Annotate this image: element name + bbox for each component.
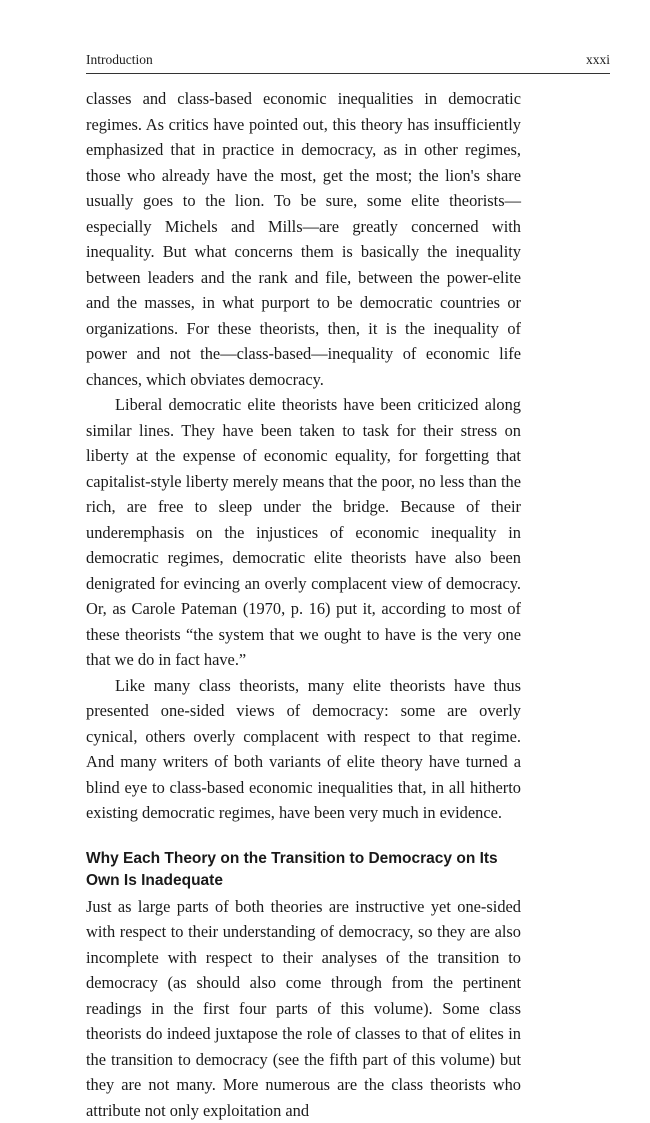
running-head-title: Introduction <box>86 52 153 68</box>
running-head <box>86 52 610 68</box>
header-rule <box>86 73 610 74</box>
paragraph-one-sided-views: Like many class theorists, many elite theorists have thus presented one-sided views of democracy: some are overly cynical, others overly complacent with respect to that regime. And many writers of both variants of elite theory have turned a blind eye to class-based economic inequalities that, in all hitherto existing democratic regimes, have been very much in evidence. <box>86 673 521 826</box>
paragraph-liberal-elite: Liberal democratic elite theorists have been criticized along similar lines. They have been taken to task for their stress on liberty at the expense of economic equality, for forgetting that capitalist-style liberty merely means that the poor, no less than the rich, are free to sleep under the bridge. Because of their underemphasis on the injustices of economic inequality in democratic regimes, democratic elite theorists have also been denigrated for evincing an overly complacent view of democracy. Or, as Carole Pateman (1970, p. 16) put it, according to most of these theorists “the system that we ought to have is the very one that we do in fact have.” <box>86 392 521 673</box>
paragraph-continued: classes and class-based economic inequalities in democratic regimes. As critics have pointed out, this theory has insufficiently emphasized that in practice in democracy, as in other regimes, those who already have the most, get the most; the lion's share usually goes to the lion. To be sure, some elite theorists—especially Michels and Mills—are greatly concerned with inequality. But what concerns them is basically the inequality between leaders and the rank and file, between the power-elite and the masses, in what purport to be democratic countries or organizations. For these theorists, then, it is the inequality of power and not the—class-based—inequality of economic life chances, which obviates democracy. <box>86 86 521 392</box>
page-body <box>86 86 521 1123</box>
section-paragraph: Just as large parts of both theories are instructive yet one-sided with respect to their understanding of democracy, so they are also incomplete with respect to their analyses of the transition to democracy (as should also come through from the pertinent readings in the first four parts of this volume). Some class theorists do indeed juxtapose the role of classes to that of elites in the transition to democracy (see the fifth part of this volume) but they are not many. More numerous are the class theorists who attribute not only exploitation and <box>86 894 521 1123</box>
page-number: xxxi <box>586 52 610 68</box>
section-heading: Why Each Theory on the Transition to Democracy on Its Own Is Inadequate <box>86 848 521 892</box>
